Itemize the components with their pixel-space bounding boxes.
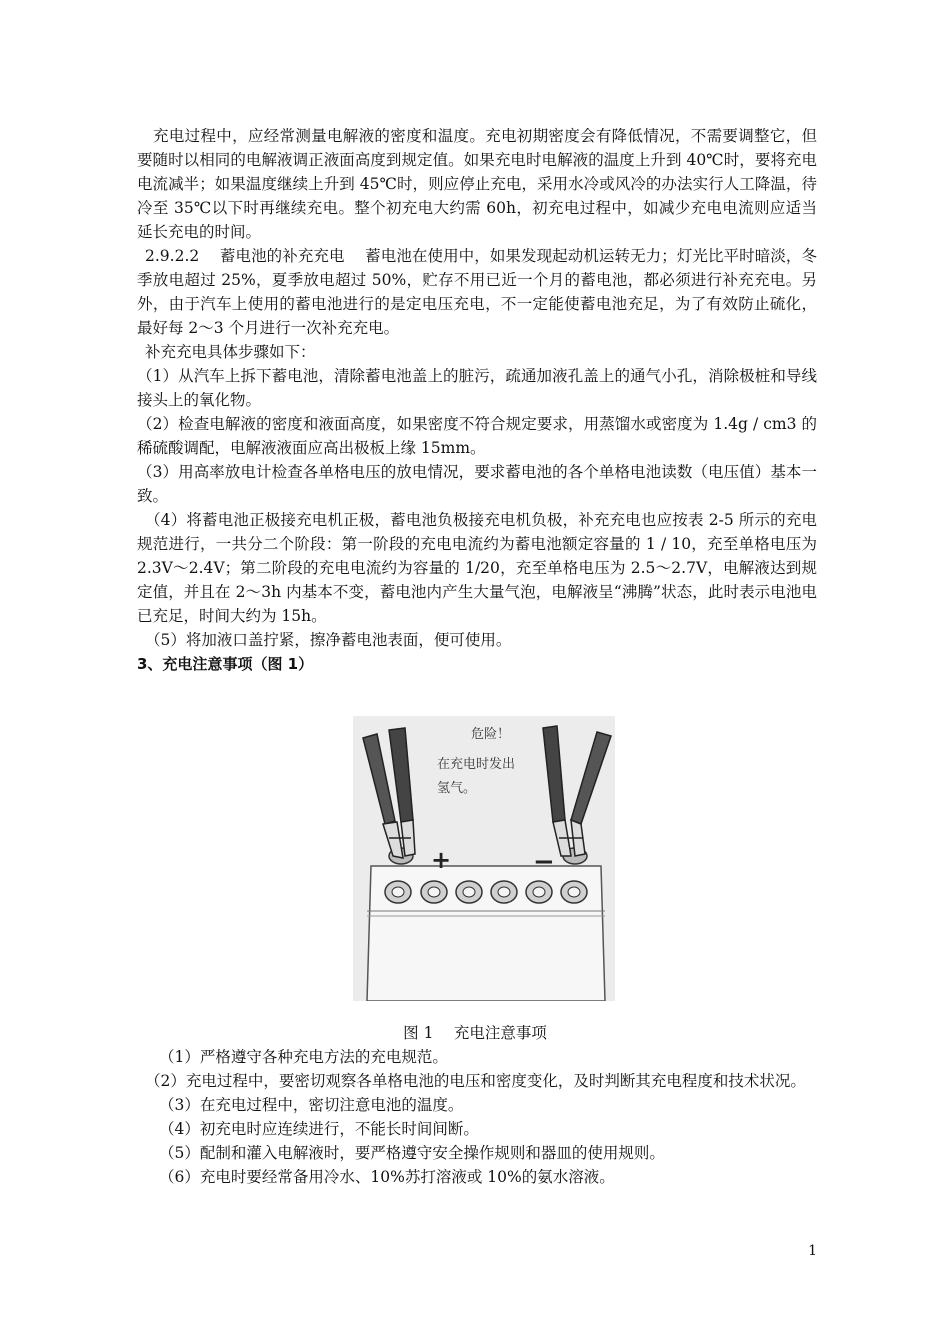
battery-illustration	[353, 716, 615, 1001]
warning-title: 危险！	[471, 727, 511, 742]
section-heading: 3、充电注意事项（图 1）	[137, 655, 314, 673]
body-text	[137, 124, 817, 676]
paragraph-steps-intro: 补充充电具体步骤如下：	[145, 343, 316, 361]
figure-battery-charging	[353, 716, 615, 1001]
page-number: 1	[808, 1243, 817, 1259]
note-1: （1）严格遵守各种充电方法的充电规范。	[159, 1048, 448, 1066]
notes-list	[137, 1045, 817, 1189]
minus-sign: −	[533, 847, 555, 877]
note-6: （6）充电时要经常备用冷水、10%苏打溶液或 10%的氨水溶液。	[159, 1168, 615, 1186]
paragraph-supplementary-charging: 2.9.2.2 蓄电池的补充充电 蓄电池在使用中，如果发现起动机运转无力；灯光比平时暗淡，冬季放电超过 25%，夏季放电超过 50%，贮存不用已近一个月的蓄电池，都必须进行补充充电。另外，由于汽车上使用的蓄电池进行的是定电压充电，不一定能使蓄电池充足，为了有效防止硫化，最好每 2～3 个月进行一次补充充电。	[137, 247, 817, 337]
paragraph-initial-charging: 充电过程中，应经常测量电解液的密度和温度。充电初期密度会有降低情况，不需要调整它，但要随时以相同的电解液调正液面高度到规定值。如果充电时电解液的温度上升到 40℃时，要将充电电流减半；如果温度继续上升到 45℃时，则应停止充电，采用水冷或风冷的办法实行人工降温，待冷至 35℃以下时再继续充电。整个初充电大约需 60h，初充电过程中，如减少充电电流则应适当延长充电的时间。	[137, 127, 817, 241]
note-4: （4）初充电时应连续进行，不能长时间间断。	[159, 1120, 479, 1138]
step-1: （1）从汽车上拆下蓄电池，清除蓄电池盖上的脏污，疏通加液孔盖上的通气小孔，消除极桩和导线接头上的氧化物。	[137, 367, 817, 409]
note-3: （3）在充电过程中，密切注意电池的温度。	[159, 1096, 464, 1114]
note-5: （5）配制和灌入电解液时，要严格遵守安全操作规则和器皿的使用规则。	[159, 1144, 665, 1162]
step-3: （3）用高率放电计检查各单格电压的放电情况，要求蓄电池的各个单格电池读数（电压值）基本一致。	[137, 463, 817, 505]
note-2: （2）充电过程中，要密切观察各单格电池的电压和密度变化，及时判断其充电程度和技术状况。	[145, 1072, 806, 1090]
warning-line-1: 在充电时发出	[437, 757, 516, 772]
figure-caption: 图 1 充电注意事项	[403, 1024, 547, 1042]
step-2: （2）检查电解液的密度和液面高度，如果密度不符合规定要求，用蒸馏水或密度为 1.4g / cm3 的稀硫酸调配，电解液液面应高出极板上缘 15mm。	[137, 415, 817, 457]
warning-line-2: 氢气。	[437, 781, 477, 796]
plus-sign: +	[431, 846, 452, 874]
step-4: （4）将蓄电池正极接充电机正极，蓄电池负极接充电机负极，补充充电也应按表 2-5 所示的充电规范进行，一共分二个阶段：第一阶段的充电电流约为蓄电池额定容量的 1 / 10，充至单格电压为 2.3V～2.4V；第二阶段的充电电流约为容量的 1/20，充至单格电压为 2.5～2.7V，电解液达到规定值，并且在 2～3h 内基本不变，蓄电池内产生大量气泡，电解液呈“沸腾”状态，此时表示电池电已充足，时间大约为 15h。	[137, 511, 817, 625]
step-5: （5）将加液口盖拧紧，擦净蓄电池表面，便可使用。	[145, 631, 512, 649]
